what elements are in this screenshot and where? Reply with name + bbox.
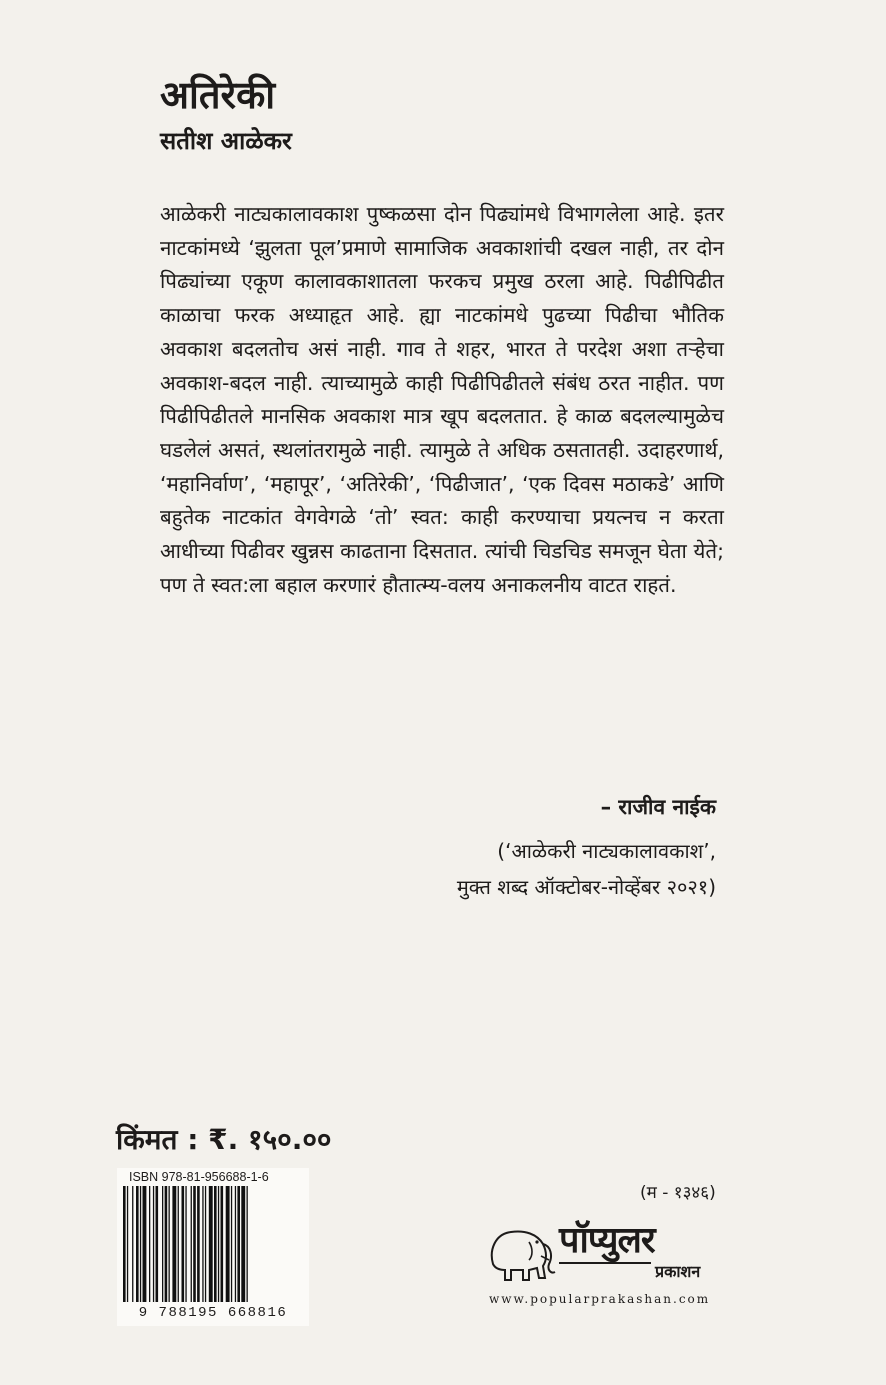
attribution-source-line2: मुक्त शब्द ऑक्टोबर-नोव्हेंबर २०२१): [456, 875, 716, 899]
publisher-rule: [559, 1262, 651, 1264]
barcode-bar: [237, 1186, 240, 1302]
attribution-source: [457, 833, 716, 905]
barcode-bar: [231, 1186, 232, 1302]
barcode-bar: [169, 1186, 170, 1302]
barcode-bar: [143, 1186, 147, 1302]
blurb-text: आळेकरी नाट्यकालावकाश पुष्कळसा दोन पिढ्यांमधे विभागलेला आहे. इतर नाटकांमध्ये ‘झुलता पूल’प्रमाणे सामाजिक अवकाशांची दखल नाही, तर दोन पिढ्यांच्या एकूण कालावकाशातला फरकच प्रमुख ठरला आहे. पिढीपिढीत काळाचा फरक अध्याहृत आहे. ह्या नाटकांमधे पुढच्या पिढीचा भौतिक अवकाश बदलतोच असं नाही. गाव ते शहर, भारत ते परदेश अशा तऱ्हेचा अवकाश-बदल नाही. त्याच्यामुळे काही पिढीपिढीतले संबंध ठरत नाहीत. पण पिढीपिढीतले मानसिक अवकाश मात्र खूप बदलतात. हे काळ बदलल्यामुळेच घडलेलं असतं, स्थलांतरामुळे नाही. त्यामुळे ते अधिक ठसतातही. उदाहरणार्थ, ‘महानिर्वाण’, ‘महापूर’, ‘अतिरेकी’, ‘पिढीजात’, ‘एक दिवस मठाकडे’ आणि बहुतेक नाटकांत वेगवेगळे ‘तो’ स्वत: काही करण्याचा प्रयत्नच न करता आधीच्या पिढीवर खुन्नस काढताना दिसतात. त्यांची चिडचिड समजून घेता येते; पण ते स्वत:ला बहाल करणारं हौतात्म्य-वलय अनाकलनीय वाटत राहतं.: [160, 202, 724, 597]
barcode-bar: [209, 1186, 213, 1302]
barcode-bar: [191, 1186, 192, 1302]
barcode-bar: [162, 1186, 163, 1302]
barcode-bar: [153, 1186, 154, 1302]
barcode-bar: [221, 1186, 224, 1302]
barcode-bar: [214, 1186, 217, 1302]
catalog-code: (म - १३४६): [640, 1183, 716, 1203]
barcode-bar: [140, 1186, 141, 1302]
barcode-bar: [172, 1186, 176, 1302]
barcode-bar: [247, 1186, 248, 1302]
barcode-icon: [121, 1186, 305, 1304]
barcode-bar: [127, 1186, 128, 1302]
isbn-label: ISBN 978-81-956688-1-6: [129, 1170, 269, 1184]
price-label: किंमत : ₹. १५०.००: [116, 1123, 332, 1156]
book-author: सतीश आळेकर: [160, 127, 292, 155]
isbn-barcode: [117, 1168, 309, 1326]
publisher-url: www.popularprakashan.com: [489, 1292, 711, 1306]
barcode-bar: [235, 1186, 236, 1302]
barcode-bar: [182, 1186, 185, 1302]
barcode-bar: [197, 1186, 200, 1302]
barcode-bar: [136, 1186, 139, 1302]
attribution-name: – राजीव नाईक: [600, 795, 716, 819]
publisher-sub: प्रकाशन: [655, 1262, 701, 1281]
barcode-bar: [132, 1186, 133, 1302]
barcode-bar: [218, 1186, 219, 1302]
barcode-bar: [165, 1186, 168, 1302]
barcode-bar: [156, 1186, 159, 1302]
attribution-source-line1: (‘आळेकरी नाट्यकालावकाश’,: [497, 839, 716, 863]
barcode-bar: [185, 1186, 186, 1302]
barcode-bar: [241, 1186, 245, 1302]
barcode-bar: [205, 1186, 206, 1302]
barcode-bar: [202, 1186, 203, 1302]
publisher-logo: [485, 1212, 775, 1312]
book-title: अतिरेकी: [160, 73, 276, 117]
barcode-bar: [123, 1186, 126, 1302]
barcode-bar: [178, 1186, 179, 1302]
barcode-digits: 9 788195 668816: [138, 1305, 288, 1321]
barcode-bar: [149, 1186, 150, 1302]
barcode-bar: [193, 1186, 196, 1302]
barcode-bar: [226, 1186, 230, 1302]
elephant-icon: [485, 1220, 557, 1284]
publisher-name: पॉप्युलर: [559, 1220, 655, 1261]
